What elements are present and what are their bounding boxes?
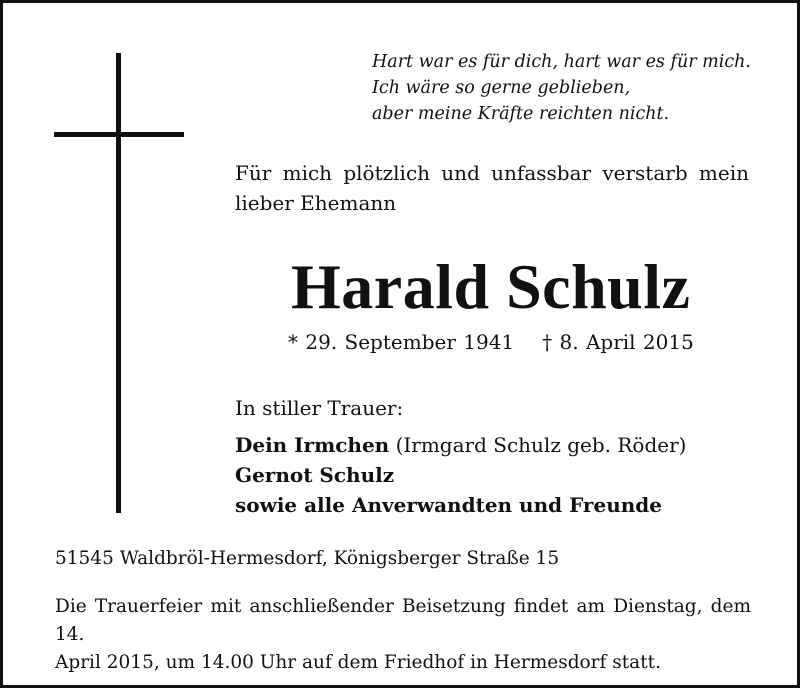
mourner-2: Gernot Schulz bbox=[235, 463, 395, 487]
mourner-3: sowie alle Anverwandten und Freunde bbox=[235, 493, 662, 517]
mourner-1-name: Dein Irmchen bbox=[235, 433, 390, 457]
mourner-1-detail: (Irmgard Schulz geb. Röder) bbox=[389, 433, 687, 457]
cross-vertical-bar bbox=[116, 53, 121, 513]
death-date: † 8. April 2015 bbox=[542, 330, 694, 354]
funeral-notice-line-1: Die Trauerfeier mit anschließender Beisetzung findet am Dienstag, dem 14. bbox=[55, 596, 751, 645]
poem-line-3: aber meine Kräfte reichten nicht. bbox=[372, 104, 670, 124]
intro-line-2: lieber Ehemann bbox=[235, 191, 397, 215]
funeral-notice-line-2: April 2015, um 14.00 Uhr auf dem Friedhof in Hermesdorf statt. bbox=[55, 652, 661, 673]
birth-date: * 29. September 1941 bbox=[288, 330, 515, 354]
mourner-1 bbox=[235, 430, 686, 460]
life-dates bbox=[288, 328, 694, 356]
poem-line-1: Hart war es für dich, hart war es für mich. bbox=[372, 52, 751, 72]
deceased-name: Harald Schulz bbox=[291, 251, 691, 322]
intro-line-1: Für mich plötzlich und unfassbar verstarb mein bbox=[235, 161, 749, 185]
poem-line-2: Ich wäre so gerne geblieben, bbox=[372, 78, 631, 98]
address: 51545 Waldbröl-Hermesdorf, Königsberger Straße 15 bbox=[55, 548, 560, 569]
funeral-notice bbox=[55, 593, 751, 677]
cross-horizontal-bar bbox=[54, 132, 184, 137]
intro-text bbox=[235, 158, 749, 218]
mourners-heading: In stiller Trauer: bbox=[235, 396, 404, 420]
